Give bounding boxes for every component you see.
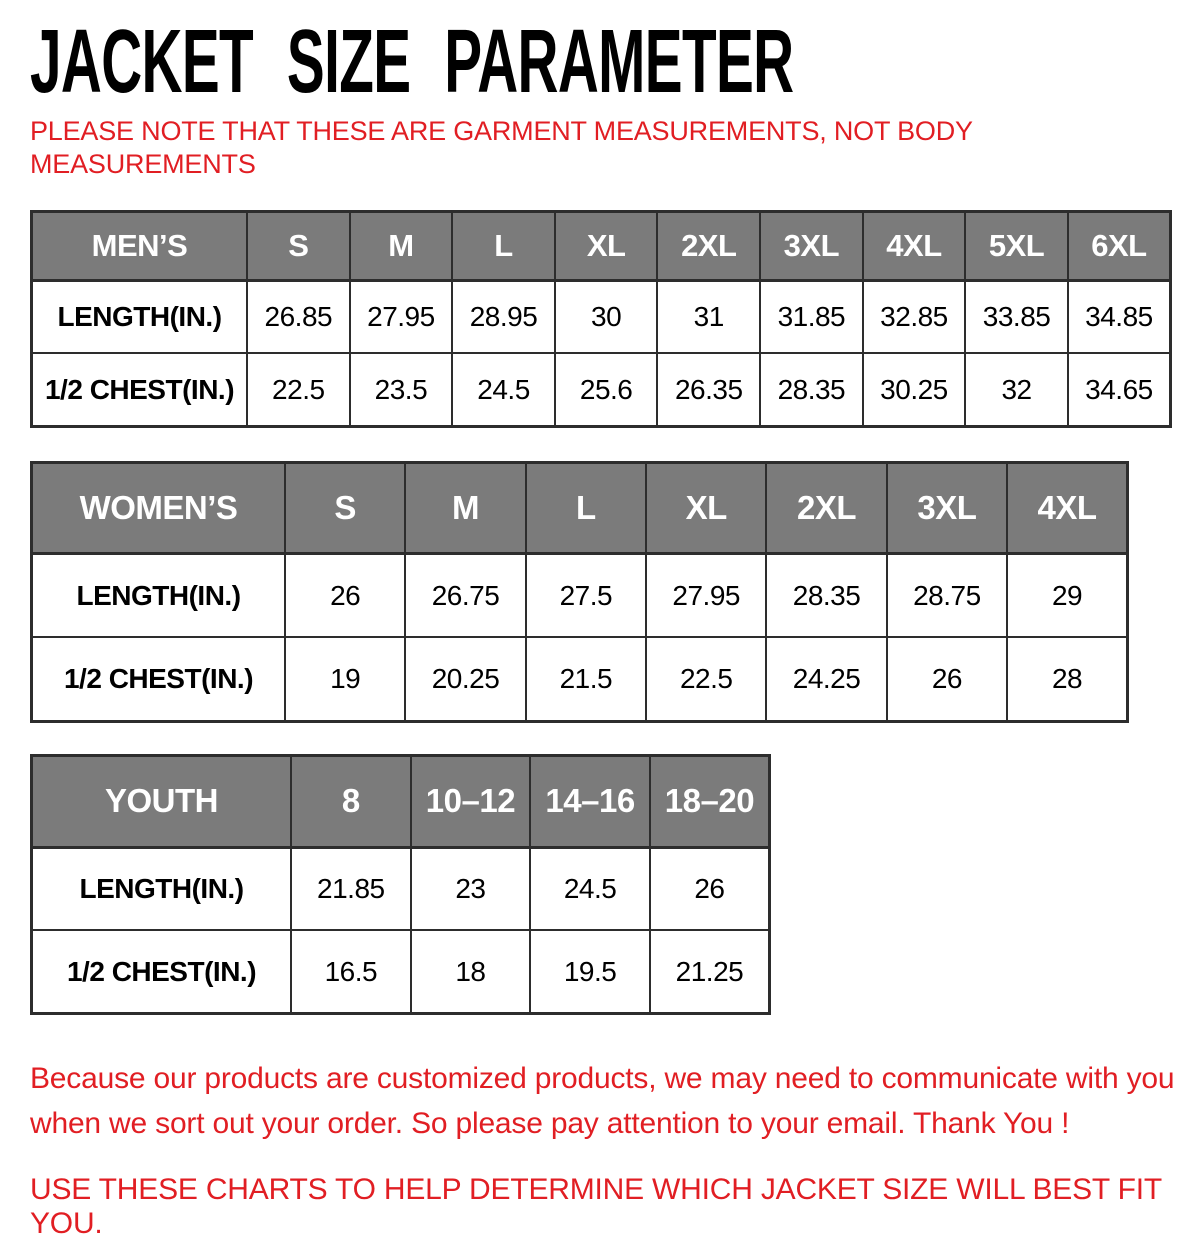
womens-cell-0-0: 26: [285, 553, 405, 637]
youth-data-row-1: [32, 930, 770, 1013]
womens-row-label-0: LENGTH(IN.): [32, 553, 286, 637]
mens-size-header-8: 6XL: [1068, 211, 1171, 280]
mens-row-label-0: LENGTH(IN.): [32, 280, 248, 353]
page-title-text: JACKET SIZE PARAMETER: [30, 12, 794, 112]
mens-header-row: [32, 211, 1171, 280]
youth-cell-0-3: 26: [650, 847, 770, 930]
youth-data-row-0: [32, 847, 770, 930]
youth-cell-0-1: 23: [411, 847, 531, 930]
youth-cell-1-2: 19.5: [530, 930, 650, 1013]
custom-order-note: [30, 1056, 1200, 1146]
mens-cell-1-4: 26.35: [657, 353, 760, 426]
mens-size-header-2: L: [452, 211, 555, 280]
womens-cell-1-3: 22.5: [646, 637, 766, 721]
mens-cell-0-2: 28.95: [452, 280, 555, 353]
mens-cell-0-7: 33.85: [965, 280, 1068, 353]
womens-cell-1-0: 19: [285, 637, 405, 721]
womens-row-label-1: 1/2 CHEST(IN.): [32, 637, 286, 721]
womens-size-header-4: 2XL: [766, 462, 886, 553]
youth-cell-0-2: 24.5: [530, 847, 650, 930]
youth-size-header-0: 8: [291, 755, 411, 847]
womens-size-header-2: L: [526, 462, 646, 553]
youth-cell-1-0: 16.5: [291, 930, 411, 1013]
womens-cell-1-4: 24.25: [766, 637, 886, 721]
womens-cell-0-4: 28.35: [766, 553, 886, 637]
womens-cell-0-6: 29: [1007, 553, 1127, 637]
mens-cell-0-4: 31: [657, 280, 760, 353]
mens-size-header-7: 5XL: [965, 211, 1068, 280]
mens-cell-1-8: 34.65: [1068, 353, 1171, 426]
womens-header-row: [32, 462, 1128, 553]
womens-cell-0-2: 27.5: [526, 553, 646, 637]
mens-cell-0-6: 32.85: [863, 280, 966, 353]
mens-size-header-0: S: [247, 211, 350, 280]
mens-cell-0-0: 26.85: [247, 280, 350, 353]
mens-size-header-1: M: [350, 211, 453, 280]
womens-data-row-0: [32, 553, 1128, 637]
note-line-1: PLEASE NOTE THAT THESE ARE GARMENT MEASUREMENTS, NOT BODY: [30, 116, 973, 146]
womens-cell-1-2: 21.5: [526, 637, 646, 721]
fit-instruction: USE THESE CHARTS TO HELP DETERMINE WHICH JACKET SIZE WILL BEST FIT YOU.: [30, 1172, 1162, 1240]
note-line-2: MEASUREMENTS: [30, 148, 256, 179]
youth-size-header-2: 14–16: [530, 755, 650, 847]
custom-order-note-line-1: Because our products are customized products, we may need to communicate with you: [30, 1061, 1175, 1095]
mens-cell-0-8: 34.85: [1068, 280, 1171, 353]
mens-row-label-1: 1/2 CHEST(IN.): [32, 353, 248, 426]
mens-size-table: [30, 210, 1172, 428]
mens-cell-0-1: 27.95: [350, 280, 453, 353]
mens-size-header-3: XL: [555, 211, 658, 280]
mens-cell-1-5: 28.35: [760, 353, 863, 426]
mens-cell-1-2: 24.5: [452, 353, 555, 426]
youth-size-header-1: 10–12: [411, 755, 531, 847]
youth-size-table: [30, 754, 771, 1015]
womens-cell-0-1: 26.75: [405, 553, 525, 637]
page-title: [30, 12, 1200, 112]
womens-size-header-5: 3XL: [887, 462, 1007, 553]
youth-row-label-1: 1/2 CHEST(IN.): [32, 930, 292, 1013]
mens-cell-1-1: 23.5: [350, 353, 453, 426]
youth-cell-1-1: 18: [411, 930, 531, 1013]
mens-size-header-6: 4XL: [863, 211, 966, 280]
womens-table-title: WOMEN’S: [32, 462, 286, 553]
womens-size-header-1: M: [405, 462, 525, 553]
mens-size-header-4: 2XL: [657, 211, 760, 280]
womens-data-row-1: [32, 637, 1128, 721]
womens-cell-1-6: 28: [1007, 637, 1127, 721]
mens-cell-1-6: 30.25: [863, 353, 966, 426]
youth-cell-0-0: 21.85: [291, 847, 411, 930]
mens-cell-0-5: 31.85: [760, 280, 863, 353]
mens-data-row-0: [32, 280, 1171, 353]
custom-order-note-line-2: when we sort out your order. So please pay attention to your email. Thank You !: [30, 1106, 1070, 1140]
mens-cell-1-7: 32: [965, 353, 1068, 426]
mens-table-title: MEN’S: [32, 211, 248, 280]
garment-measurement-note: [30, 115, 1200, 181]
womens-size-table: [30, 461, 1129, 723]
mens-cell-1-3: 25.6: [555, 353, 658, 426]
womens-cell-0-5: 28.75: [887, 553, 1007, 637]
womens-size-header-3: XL: [646, 462, 766, 553]
mens-cell-1-0: 22.5: [247, 353, 350, 426]
womens-cell-0-3: 27.95: [646, 553, 766, 637]
womens-size-header-0: S: [285, 462, 405, 553]
youth-table-title: YOUTH: [32, 755, 292, 847]
mens-cell-0-3: 30: [555, 280, 658, 353]
mens-data-row-1: [32, 353, 1171, 426]
womens-cell-1-1: 20.25: [405, 637, 525, 721]
womens-size-header-6: 4XL: [1007, 462, 1127, 553]
mens-size-header-5: 3XL: [760, 211, 863, 280]
youth-header-row: [32, 755, 770, 847]
youth-size-header-3: 18–20: [650, 755, 770, 847]
womens-cell-1-5: 26: [887, 637, 1007, 721]
youth-row-label-0: LENGTH(IN.): [32, 847, 292, 930]
youth-cell-1-3: 21.25: [650, 930, 770, 1013]
